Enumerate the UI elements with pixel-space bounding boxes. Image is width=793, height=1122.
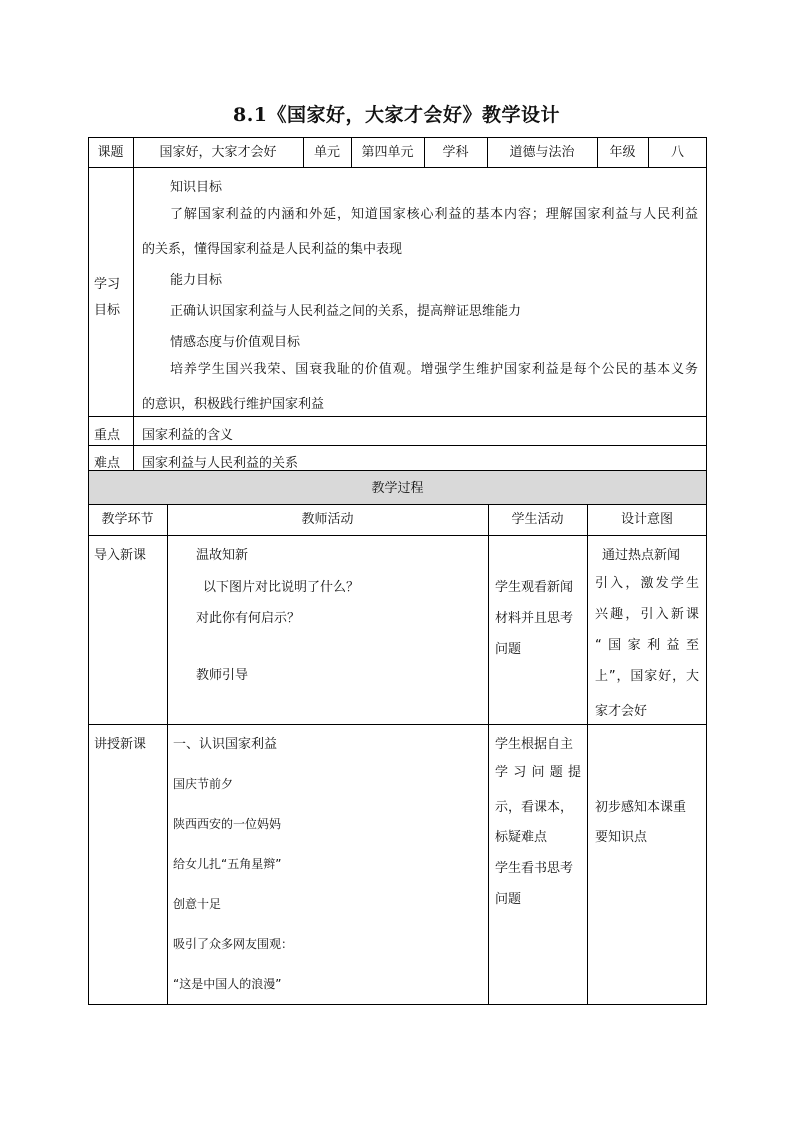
row2-student-line: 学生根据自主 xyxy=(495,737,574,752)
key-point-value: 国家利益的含义 xyxy=(142,428,234,443)
row2-teacher-line: 创意十足 xyxy=(173,897,222,911)
knowledge-line2: 的关系，懂得国家利益是人民利益的集中表现 xyxy=(142,242,403,257)
subject-label: 学科 xyxy=(442,145,469,160)
process-section-title: 教学过程 xyxy=(371,481,424,496)
column-header-stage: 教学环节 xyxy=(101,512,154,527)
row2-student-line: 问题 xyxy=(495,892,522,907)
row1-stage: 导入新课 xyxy=(94,548,147,563)
difficult-point-value: 国家利益与人民利益的关系 xyxy=(142,456,299,471)
row1-intent-line: 上”，国家好，大 xyxy=(595,669,699,684)
column-header-teacher: 教师活动 xyxy=(301,512,354,527)
row2-intent-line: 要知识点 xyxy=(595,830,648,845)
difficult-point-label: 难点 xyxy=(94,456,121,471)
ability-line1: 正确认识国家利益与人民利益之间的关系，提高辩证思维能力 xyxy=(170,304,522,319)
row2-intent-line: 初步感知本课重 xyxy=(595,800,687,815)
row1-teacher-line: 教师引导 xyxy=(196,668,249,683)
row2-teacher-line: 给女儿扎“五角星辫” xyxy=(173,857,282,871)
emotion-line1: 培养学生国兴我荣、国衰我耻的价值观。增强学生维护国家利益是每个公民的基本义务 xyxy=(170,362,698,377)
ability-heading: 能力目标 xyxy=(170,273,223,288)
row2-student-line: 学习问题提 xyxy=(495,765,581,780)
row2-stage: 讲授新课 xyxy=(94,737,147,752)
emotion-line2: 的意识，积极践行维护国家利益 xyxy=(142,397,325,412)
row2-teacher-line: 一、认识国家利益 xyxy=(173,737,278,752)
grade-value: 八 xyxy=(670,145,684,160)
topic-label: 课题 xyxy=(97,145,124,160)
row2-student-line: 学生看书思考 xyxy=(495,861,574,876)
unit-value: 第四单元 xyxy=(361,145,414,160)
row1-intent-line: “国家利益至 xyxy=(595,638,699,653)
row2-student-line: 示，看课本， xyxy=(495,800,574,815)
row2-teacher-line: 陕西西安的一位妈妈 xyxy=(173,817,282,831)
row1-teacher-line: 对此你有何启示？ xyxy=(196,611,301,626)
row2-teacher-line: 吸引了众多网友围观： xyxy=(173,937,294,951)
row1-student-line: 问题 xyxy=(495,642,522,657)
subject-value: 道德与法治 xyxy=(509,145,575,160)
unit-label: 单元 xyxy=(313,145,340,160)
row1-intent-line: 通过热点新闻 xyxy=(602,548,681,563)
topic-value: 国家好，大家才会好 xyxy=(159,145,277,160)
column-header-intent: 设计意图 xyxy=(620,512,673,527)
emotion-heading: 情感态度与价值观目标 xyxy=(170,335,301,350)
row2-teacher-line: “这是中国人的浪漫” xyxy=(173,977,282,991)
row1-student-line: 材料并且思考 xyxy=(495,611,574,626)
objectives-label-line1: 学习 xyxy=(94,277,121,292)
row1-intent-line: 兴趣，引入新课 xyxy=(595,607,699,622)
row2-student-line: 标疑难点 xyxy=(495,830,548,845)
column-header-student: 学生活动 xyxy=(511,512,564,527)
document-title: 8.1《国家好，大家才会好》教学设计 xyxy=(232,104,561,126)
objectives-label-line2: 目标 xyxy=(94,303,121,318)
row1-teacher-line: 温故知新 xyxy=(196,548,249,563)
grade-label: 年级 xyxy=(609,145,636,160)
row2-teacher-line: 国庆节前夕 xyxy=(173,777,234,791)
key-point-label: 重点 xyxy=(94,428,121,443)
row1-student-line: 学生观看新闻 xyxy=(495,580,574,595)
row1-teacher-line: 以下图片对比说明了什么？ xyxy=(203,580,360,595)
row1-intent-line: 引入，激发学生 xyxy=(595,576,699,591)
knowledge-heading: 知识目标 xyxy=(170,180,223,195)
row1-intent-line: 家才会好 xyxy=(595,704,648,719)
knowledge-line1: 了解国家利益的内涵和外延，知道国家核心利益的基本内容；理解国家利益与人民利益 xyxy=(170,207,698,222)
